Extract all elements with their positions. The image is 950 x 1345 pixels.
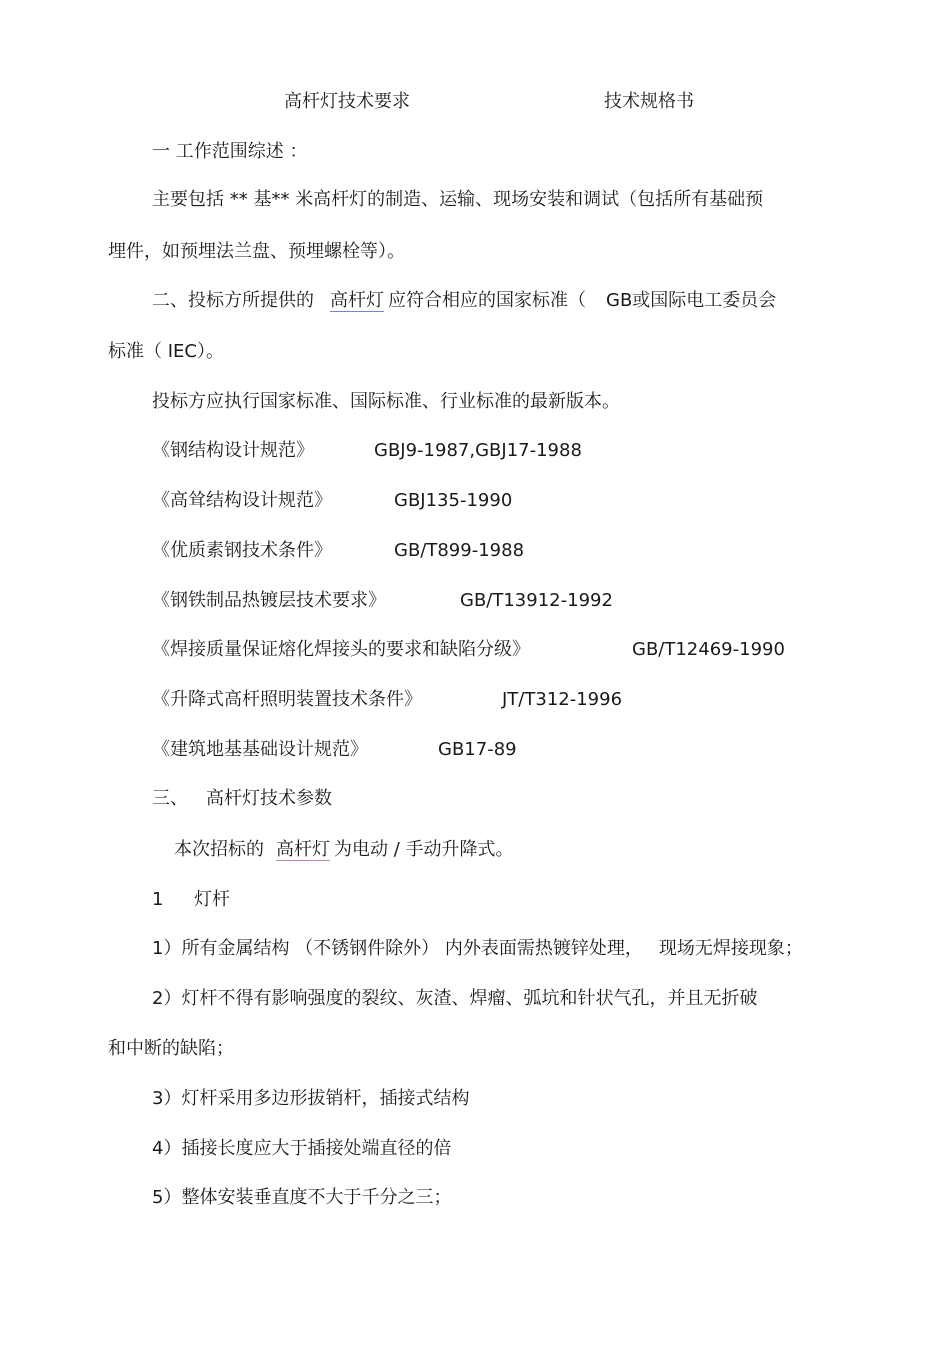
standard-code: GB17-89	[438, 739, 517, 760]
section2-tail: 或国际电工委员会	[632, 290, 777, 311]
standard-code: GB/T899-1988	[394, 540, 525, 561]
item1-number: 1	[152, 889, 164, 910]
doc-title: 高杆灯技术要求	[284, 91, 410, 112]
section1-heading: 一 工作范围综述 ：	[152, 141, 308, 162]
standard-name: 《钢铁制品热镀层技术要求》	[152, 590, 386, 611]
standard-name: 《高耸结构设计规范》	[152, 490, 332, 511]
section2-mid: 应符合相应的国家标准（	[388, 290, 586, 311]
section2-gb: GB	[606, 290, 633, 311]
section2-line1	[152, 289, 776, 313]
standard-code: JT/T312-1996	[502, 689, 623, 710]
pole-req-1	[152, 937, 803, 961]
section2-link-term: 高杆灯	[330, 290, 384, 311]
section3-suffix: 为电动 / 手动升降式。	[334, 839, 514, 860]
standard-code: GBJ135-1990	[394, 490, 513, 511]
section3-number: 三、	[152, 788, 188, 809]
item1-title: 灯杆	[194, 889, 230, 910]
section2-note: 投标方应执行国家标准、国际标准、行业标准的最新版本。	[152, 391, 620, 412]
section2-line2: 标准（ IEC）。	[108, 341, 224, 362]
pole-req-3: 3）灯杆采用多边形拔销杆，插接式结构	[152, 1088, 470, 1109]
standard-name: 《升降式高杆照明装置技术条件》	[152, 689, 422, 710]
standard-name: 《建筑地基基础设计规范》	[152, 739, 368, 760]
standard-name: 《钢结构设计规范》	[152, 440, 314, 461]
pole-req-2-line2: 和中断的缺陷；	[108, 1038, 234, 1059]
section3-prefix: 本次招标的	[174, 839, 264, 860]
doc-subtitle: 技术规格书	[604, 91, 694, 112]
section3-link-term: 高杆灯	[276, 839, 330, 860]
standard-code: GB/T12469-1990	[632, 639, 785, 660]
section1-body-line1: 主要包括 ** 基** 米高杆灯的制造、运输、现场安装和调试（包括所有基础预	[152, 189, 764, 210]
section1-body-line2: 埋件，如预埋法兰盘、预埋螺栓等）。	[108, 241, 405, 262]
section3-title: 高杆灯技术参数	[206, 788, 332, 809]
standard-name: 《焊接质量保证熔化焊接头的要求和缺陷分级》	[152, 639, 530, 660]
pole-req-4: 4）插接长度应大于插接处端直径的倍	[152, 1138, 452, 1159]
pole-req-5: 5）整体安装垂直度不大于千分之三；	[152, 1187, 452, 1208]
standard-name: 《优质素钢技术条件》	[152, 540, 332, 561]
section2-prefix: 二、投标方所提供的	[152, 290, 314, 311]
pole-req-1-part-b: 现场无焊接现象；	[658, 938, 803, 959]
pole-req-2-line1: 2）灯杆不得有影响强度的裂纹、灰渣、焊瘤、弧坑和针状气孔，并且无折破	[152, 988, 758, 1009]
standard-code: GB/T13912-1992	[460, 590, 613, 611]
pole-req-1-part-a: 1）所有金属结构 （不锈钢件除外） 内外表面需热镀锌处理，	[152, 938, 643, 959]
section3-intro	[174, 838, 514, 862]
standard-code: GBJ9-1987,GBJ17-1988	[374, 440, 582, 461]
